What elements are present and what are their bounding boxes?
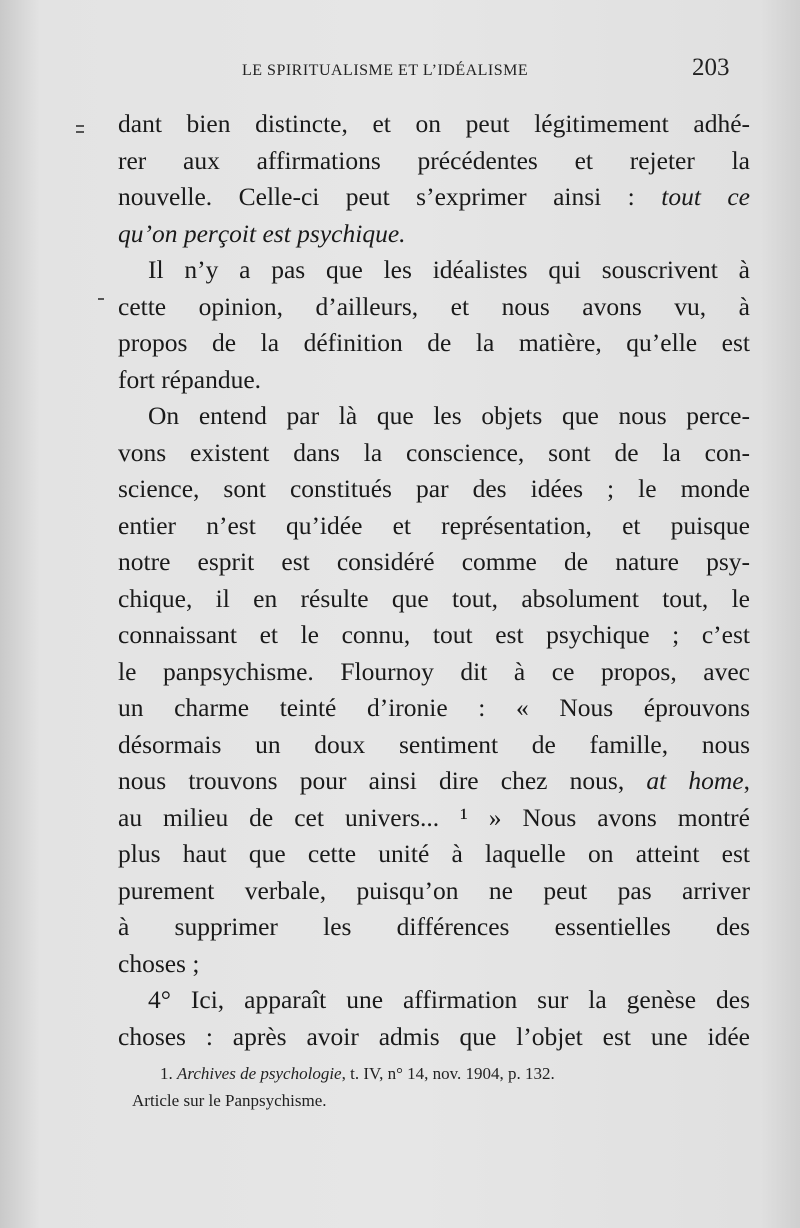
text-segment: science, sont constitués par des idées ; le monde	[118, 474, 750, 503]
text-segment: propos de la définition de la matière, qu’elle est	[118, 328, 750, 357]
text-line	[118, 325, 750, 362]
footnote-line	[132, 1087, 752, 1114]
text-segment: le panpsychisme. Flournoy dit à ce propos, avec	[118, 656, 750, 686]
text-line	[118, 471, 750, 508]
text-line	[118, 362, 750, 399]
text-segment: ,	[743, 766, 750, 795]
footnote-line	[132, 1060, 752, 1087]
text-line	[118, 289, 750, 326]
text-segment: dant bien distincte, et on peut légitimement adhé-	[118, 109, 750, 138]
running-title: LE SPIRITUALISME ET L’IDÉALISME	[242, 62, 529, 79]
footnote-text: Article sur le Panpsychisme.	[132, 1091, 327, 1110]
text-line	[118, 836, 750, 873]
italic-text: tout ce	[661, 182, 750, 211]
italic-text: qu’on perçoit est psychique.	[118, 218, 406, 248]
text-segment: nous trouvons pour ainsi dire chez nous,	[118, 766, 647, 795]
running-head	[0, 52, 800, 92]
text-segment: notre esprit est considéré comme de nature psy-	[118, 547, 750, 576]
text-line	[118, 106, 750, 143]
text-segment: purement verbale, puisqu’on ne peut pas arriver	[118, 875, 750, 905]
text-line	[118, 982, 750, 1019]
text-segment: à supprimer les différences essentielles des	[118, 912, 750, 941]
text-line	[118, 873, 750, 910]
text-segment: Il n’y a pas que les idéalistes qui souscrivent à	[148, 255, 750, 284]
text-line	[118, 654, 750, 691]
text-segment: 4° Ici, apparaît une affirmation sur la genèse des	[148, 985, 750, 1014]
body-text	[118, 106, 750, 1055]
footnote-italic-text: Archives de psychologie	[177, 1064, 342, 1083]
text-line	[118, 508, 750, 545]
text-line	[118, 252, 750, 289]
text-segment: au milieu de cet univers... ¹ » Nous avons montré	[118, 802, 750, 832]
text-line	[118, 581, 750, 618]
text-segment: vons existent dans la conscience, sont de la con-	[118, 437, 750, 467]
text-segment: nouvelle. Celle-ci peut s’exprimer ainsi :	[118, 182, 662, 211]
text-segment: On entend par là que les objets que nous perce-	[148, 401, 750, 430]
text-segment: choses ;	[118, 948, 200, 978]
text-line	[118, 800, 750, 837]
margin-mark	[98, 298, 104, 300]
text-segment: un charme teinté d’ironie : « Nous éprouvons	[118, 693, 750, 722]
text-segment: entier n’est qu’idée et représentation, et puisque	[118, 510, 750, 540]
text-segment: rer aux affirmations précédentes et rejeter la	[118, 145, 750, 175]
text-segment: plus haut que cette unité à laquelle on atteint est	[118, 839, 750, 868]
text-line	[118, 143, 750, 180]
text-line	[118, 617, 750, 654]
page-number: 203	[692, 54, 730, 81]
text-segment: choses : après avoir admis que l’objet est une idée	[118, 1021, 750, 1051]
text-line	[118, 544, 750, 581]
text-line	[118, 909, 750, 946]
text-line	[118, 727, 750, 764]
italic-text: at home	[646, 766, 744, 795]
text-segment: désormais un doux sentiment de famille, nous	[118, 729, 750, 759]
margin-mark	[76, 131, 84, 133]
text-line	[118, 216, 750, 253]
margin-mark	[76, 125, 84, 127]
text-line	[118, 1019, 750, 1056]
text-segment: cette opinion, d’ailleurs, et nous avons vu, à	[118, 291, 750, 321]
text-line	[118, 690, 750, 727]
text-line	[118, 763, 750, 800]
text-line	[118, 435, 750, 472]
text-line	[118, 946, 750, 983]
text-segment: chique, il en résulte que tout, absolument tout, le	[118, 583, 750, 613]
text-line	[118, 179, 750, 216]
text-segment: fort répandue.	[118, 364, 262, 394]
footnotes	[132, 1060, 752, 1114]
text-line	[118, 398, 750, 435]
text-segment: connaissant et le connu, tout est psychique ; c’est	[118, 620, 750, 649]
footnote-text: , t. IV, n° 14, nov. 1904, p. 132.	[341, 1064, 555, 1083]
footnote-text: 1.	[160, 1064, 177, 1083]
